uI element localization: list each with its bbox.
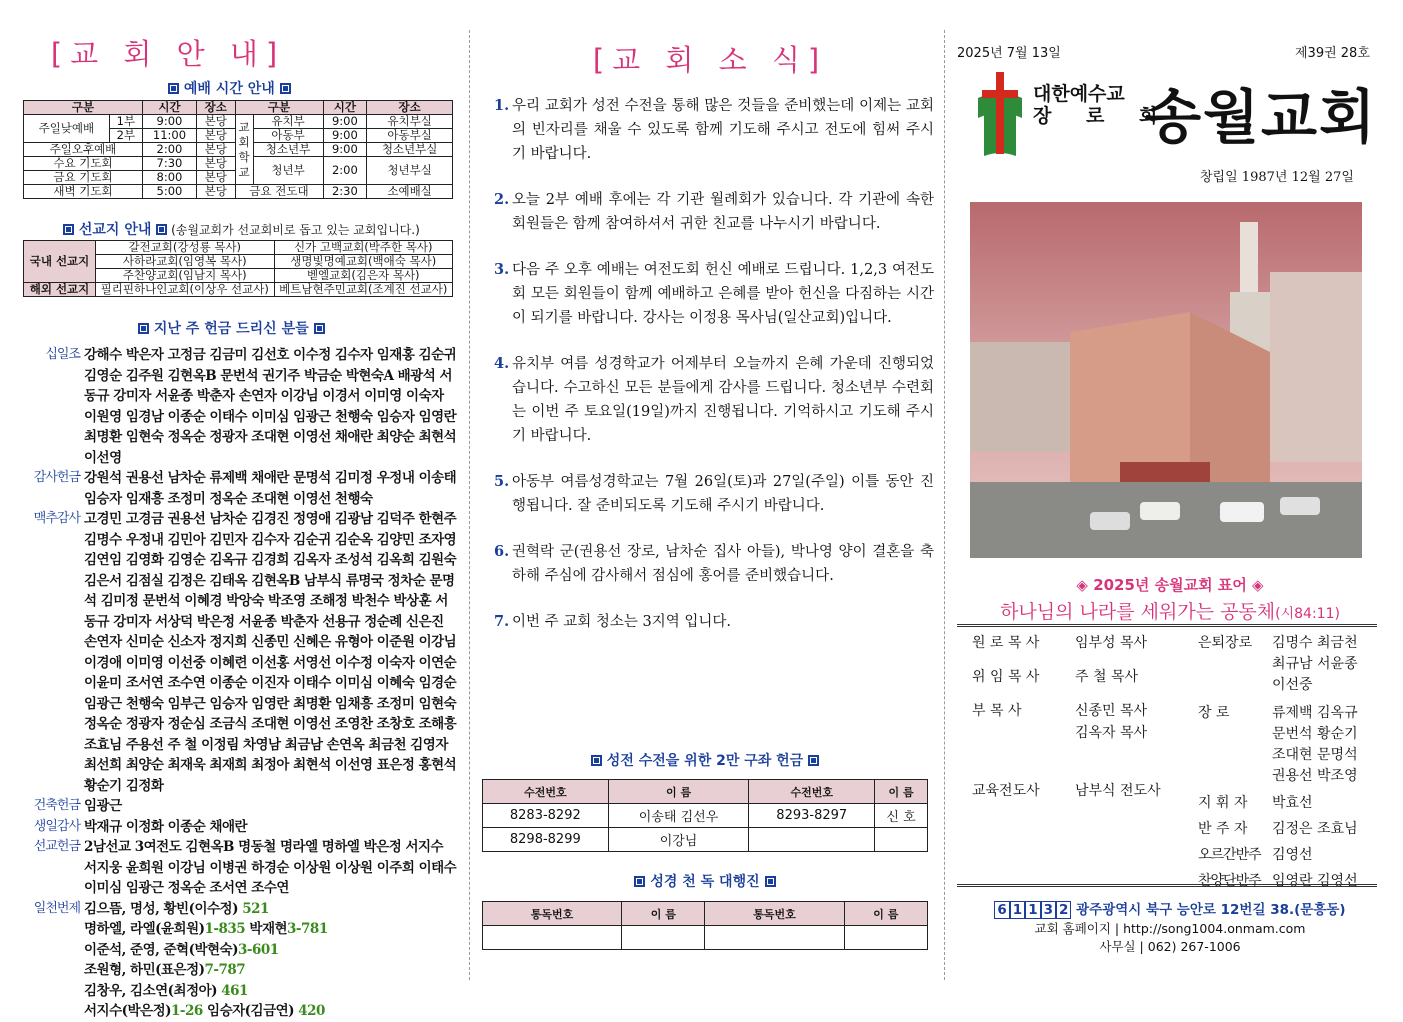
square-bullet-icon bbox=[168, 83, 179, 94]
offering-row: 맥추감사 고경민 고경금 권용선 남차순 김경진 정영애 김광남 김덕주 한현주 김명수 우정내 김민아 김민자 김수자 김순귀 김순옥 김양민 조자영 김연임 김영화 김영순 김옥규 김경희 김옥자 조성석 김옥희 김원숙 김은서 김점실 김정은 김태옥 김현옥B 남부식 류명국 정차순 문명석 김미정 문번석 이혜경 박앙숙 박조영 조해정 박천수 박상훈 서동규 강미자 서상덕 박은정 서윤종 박춘자 선용규 정순례 신은진 손연자 신미순 신소자 정지희 신종민 신혜은 유형아 이준원 이강님 이경애 이미영 이선중 이혜련 이선홍 서영선 이수정 이숙자 이연순 이윤미 조서연 조수연 이종순 이진자 이태수 이미심 이혜숙 임경순 임광근 천행숙 임부근 임승자 임영란 최명환 임채흥 조정미 임현숙 정옥순 정광자 정순심 조금식 조대현 이영선 조영찬 조창호 조해흥 조효님 주용선 주 철 이정림 차영남 최금남 손연옥 최금천 김영자 최선희 최양순 최재욱 최재희 최정아 최현석 이선영 표은정 홍현석 황순기 김정화 bbox=[33, 511, 457, 794]
fund-heading: 성전 수전을 위한 2만 구좌 헌금 bbox=[480, 750, 930, 770]
motto-heading: ◈ 2025년 송월교회 표어 ◈ bbox=[1076, 576, 1264, 594]
office-phone: 사무실 | 062) 267-1006 bbox=[1099, 939, 1241, 954]
square-bullet-icon bbox=[591, 755, 602, 766]
issue-number: 제39권 28호 bbox=[1295, 46, 1370, 61]
news-item: 3. 다음 주 오후 예배는 여전도회 헌신 예배로 드립니다. 1,2,3 여전도회 모든 회원들이 함께 예배하고 은혜를 받아 헌신을 다짐하는 시간이 되기를 바랍니다. 강사는 이정용 목사님(일산교회)입니다. bbox=[494, 261, 934, 326]
homepage-link[interactable]: 교회 홈페이지 | http://song1004.onmam.com bbox=[1034, 921, 1306, 936]
bible-heading: 성경 천 독 대행진 bbox=[480, 871, 930, 891]
offering-list bbox=[18, 345, 458, 1022]
church-logo-icon bbox=[970, 68, 1030, 158]
offering-heading: 지난 주 헌금 드리신 분들 bbox=[138, 318, 325, 338]
divider bbox=[957, 884, 1377, 887]
mission-heading: 선교지 안내 (송월교회가 선교회비로 돕고 있는 교회입니다.) bbox=[63, 219, 420, 239]
square-bullet-icon bbox=[634, 876, 645, 887]
church-building-photo bbox=[970, 202, 1362, 558]
news-item: 4. 유치부 여름 성경학교가 어제부터 오늘까지 은혜 가운데 진행되었습니다. 수고하신 모든 분들에게 감사를 드립니다. 청소년부 수련회는 이번 주 토요일(19일)까지 진행됩니다. 기억하시고 기도해 주시기 바랍니다. bbox=[494, 355, 934, 444]
column-divider bbox=[469, 30, 470, 980]
divider bbox=[957, 624, 1377, 627]
news-list bbox=[494, 94, 934, 634]
news-item: 2. 오늘 2부 예배 후에는 각 기관 월례회가 있습니다. 각 기관에 속한 회원들은 함께 참여하셔서 귀한 친교를 나누시기 바랍니다. bbox=[494, 191, 934, 232]
offering-row: 선교헌금 2남선교 3여전도 김현옥B 명동철 명라엘 명하엘 박은정 서지수 서지웅 윤희원 이강님 이병권 하경순 이상원 이상원 이주희 이태수 이미심 임광근 정옥순 조서연 조수연 bbox=[33, 839, 457, 896]
bulletin-date: 2025년 7월 13일 bbox=[957, 46, 1061, 61]
square-bullet-icon bbox=[280, 83, 291, 94]
diamond-icon: ◈ bbox=[1076, 576, 1088, 594]
offering-row: 생일감사 박재규 이정화 이종순 채애란 bbox=[33, 818, 248, 835]
worship-schedule-table: 구분 시간 장소 구분 시간 장소 주일낮예배 1부 9:00 본당 교 회 학 교 유치부 9:00 유치부실 2부 11:00 본당 아동부 9:00 아동부실 주일오후예배 2:00 본당 청소년부 9:00 청소년부실 수요 기도회 7:30 본당 청년부 2:00 청년부실 금요 기도회 8:00 본당 새벽 기도회 5:00 본당 금요 전도대 2:30 소예배실 bbox=[23, 100, 453, 199]
pastors-list: 원 로 목 사 임부성 목사 위 임 목 사 주 철 목사 부 목 사 신종민 목사 김옥자 목사 교육전도사 남부식 전도사 bbox=[972, 635, 1161, 799]
news-title: [교 회 소 식] bbox=[592, 43, 828, 77]
square-bullet-icon bbox=[765, 876, 776, 887]
offering-row: 건축헌금 임광근 bbox=[33, 798, 122, 814]
fund-table: 수전번호 이 름 수전번호 이 름 8283-8292 이송태 김선우 8293-8297 신 호 8298-8299 이강님 bbox=[482, 779, 928, 852]
worship-heading: 예배 시간 안내 bbox=[168, 78, 291, 98]
square-bullet-icon bbox=[63, 224, 74, 235]
square-bullet-icon bbox=[138, 323, 149, 334]
mission-table: 국내 선교지 갈전교회(강성룡 목사) 신가 고백교회(박주한 목사) 사하라교회(임영복 목사) 생명빛명예교회(백애숙 목사) 주찬양교회(임남지 목사) 벧엘교회(김은자 목사) 해외 선교지 필리핀하나인교회(이상우 선교사) 베트남현주민교회(조계진 선교사) bbox=[23, 240, 453, 297]
news-item: 1. 우리 교회가 성전 수전을 통해 많은 것들을 준비했는데 이제는 교회의 빈자리를 채울 수 있도록 함께 기도해 주시고 전도에 힘써 주시기 바랍니다. bbox=[494, 97, 934, 162]
elders-list: 은퇴장로 김명수 최금천 최규남 서윤종 이선중 장 로 류제백 김옥규 문번석 황순기 조대현 문명석 권용선 박조영 지 휘 자 박효선 반 주 자 김정은 조효님 오르간반주 김영선 찬양단반주 임영란 김영선 bbox=[1198, 635, 1358, 889]
news-item: 5. 아동부 여름성경학교는 7월 26일(토)과 27일(주일) 이틀 동안 진행됩니다. 잘 준비되도록 기도해 주시기 바랍니다. bbox=[494, 473, 934, 514]
offering-row: 십일조 강해수 박은자 고정금 김금미 김선호 이수정 김수자 임재홍 김순귀 김영순 김주원 김현옥B 문번석 권기주 박금순 박현숙A 배광석 서동규 강미자 서윤종 박춘자 손연자 이강님 이경서 이미영 이숙자 이원영 임경남 이종순 이태수 이미심 임광근 천행숙 임승자 임영란 최명환 임현숙 정옥순 정광자 조대현 이영선 채애란 최양순 최현석 이선영 bbox=[45, 347, 457, 466]
square-bullet-icon bbox=[808, 755, 819, 766]
church-school-label: 교 회 학 교 bbox=[235, 115, 253, 185]
founded-date: 창립일 1987년 12월 27일 bbox=[1200, 170, 1354, 185]
church-address: 6 1 1 3 2 광주광역시 북구 능안로 12번길 38.(문흥동) bbox=[955, 898, 1385, 918]
diamond-icon: ◈ bbox=[1252, 576, 1264, 594]
square-bullet-icon bbox=[314, 323, 325, 334]
news-item: 7. 이번 주 교회 청소는 3지역 입니다. bbox=[494, 613, 731, 630]
square-bullet-icon bbox=[156, 224, 167, 235]
bible-table: 통독번호 이 름 통독번호 이 름 bbox=[482, 901, 928, 950]
denomination: 대한예수교 장 로 회 bbox=[1033, 83, 1172, 127]
offering-row: 감사헌금 강원석 권용선 남차순 류제백 채애란 문명석 김미정 우정내 이송태 임승자 임재흥 조정미 정옥순 조대현 이영선 천행숙 bbox=[33, 470, 457, 507]
church-guide-title: [교 회 안 내] bbox=[50, 37, 286, 71]
news-item: 6. 권혁락 군(권용선 장로, 남차순 집사 아들), 박나영 양이 결혼을 축하해 주심에 감사해서 점심에 홍어를 준비했습니다. bbox=[494, 543, 934, 584]
church-name: 송월교회 bbox=[1145, 83, 1378, 151]
daily-offering-row: 일천번제 김으뜸, 명성, 황빈(이수정) 521 명하엘, 라엘(윤희원)1-835 박재현3-781 이준석, 준영, 준혁(박현숙)3-601 조원형, 하민(표은정)7-787 김창우, 김소연(최정아) 461 서지수(박은정)1-26 임승자(김금연) 420 bbox=[33, 900, 328, 1019]
column-divider bbox=[944, 30, 945, 980]
church-motto: 하나님의 나라를 세워가는 공동체(시84:11) bbox=[1000, 601, 1340, 623]
